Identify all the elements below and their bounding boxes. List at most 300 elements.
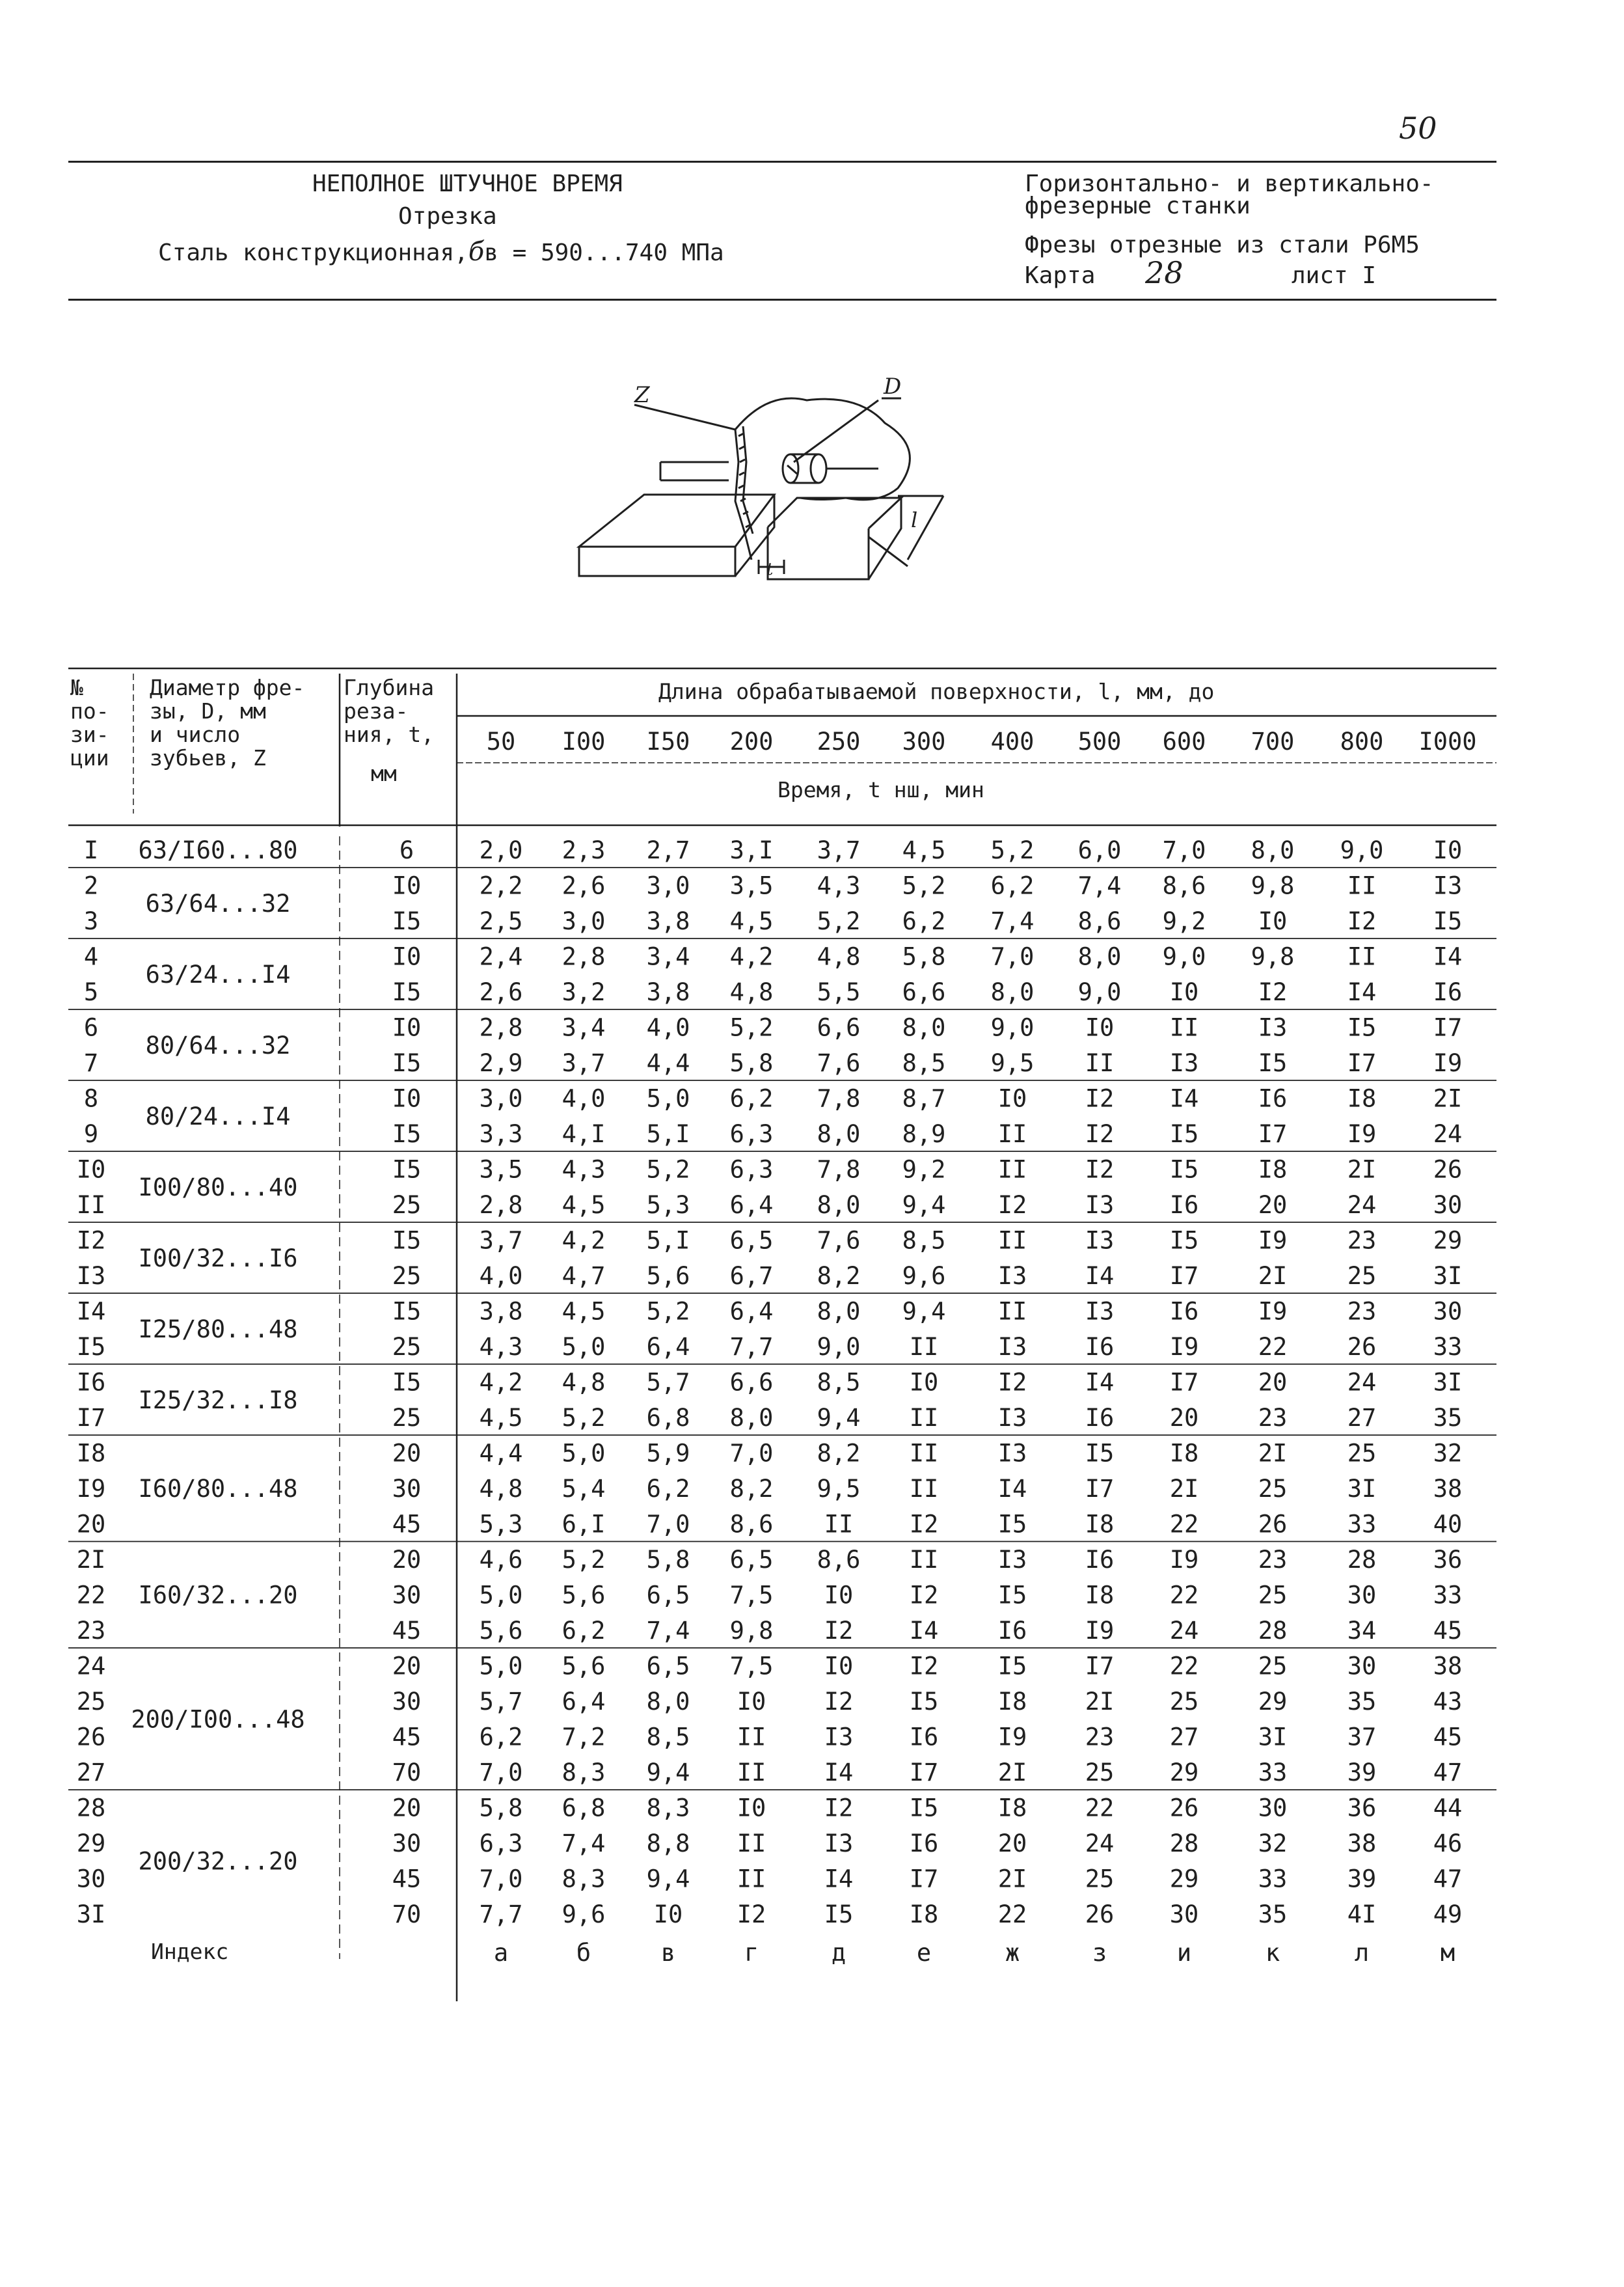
time-value: 37 — [1347, 1723, 1377, 1751]
time-value: I2 — [737, 1900, 766, 1928]
time-value: 26 — [1085, 1900, 1115, 1928]
row-position: I5 — [76, 1333, 106, 1361]
index-letter: а — [493, 1939, 509, 1967]
time-value: 2,8 — [479, 1191, 523, 1219]
time-value: I2 — [1347, 907, 1377, 935]
time-value: 7,5 — [729, 1652, 774, 1680]
time-value: 5,2 — [562, 1546, 606, 1574]
time-value: I8 — [997, 1794, 1027, 1822]
time-value: 9,2 — [902, 1155, 946, 1184]
time-value: 7,8 — [817, 1084, 861, 1113]
time-value: 9,2 — [1162, 907, 1206, 935]
time-value: 5,2 — [646, 1155, 690, 1184]
sheet-number: лист I — [1292, 262, 1377, 289]
index-letter: м — [1440, 1939, 1455, 1967]
time-value: I4 — [1169, 1084, 1199, 1113]
time-value: I5 — [997, 1652, 1027, 1680]
time-value: 3,3 — [479, 1120, 523, 1148]
time-value: I7 — [1169, 1262, 1199, 1290]
length-value: 600 — [1162, 728, 1206, 756]
time-value: 23 — [1085, 1723, 1115, 1751]
time-value: I2 — [824, 1794, 854, 1822]
time-value: 23 — [1347, 1297, 1377, 1326]
time-value: 2,6 — [562, 871, 606, 900]
row-depth: 45 — [392, 1865, 422, 1893]
time-value: 3,8 — [479, 1297, 523, 1326]
time-value: 4,8 — [479, 1475, 523, 1503]
time-value: I3 — [1433, 871, 1463, 900]
time-value: 6,I — [562, 1510, 606, 1539]
row-position: I2 — [76, 1226, 106, 1255]
time-value: 7,0 — [729, 1439, 774, 1468]
length-value: 700 — [1251, 728, 1295, 756]
row-position: 6 — [83, 1013, 99, 1042]
row-depth: 30 — [392, 1581, 422, 1609]
time-value: 22 — [1258, 1333, 1288, 1361]
row-depth: 70 — [392, 1900, 422, 1928]
time-value: 4,5 — [479, 1404, 523, 1432]
time-value: I0 — [737, 1794, 766, 1822]
time-value: 2,3 — [562, 836, 606, 864]
time-value: 36 — [1433, 1546, 1463, 1574]
header-depth-line2: реза- — [344, 698, 409, 724]
time-value: 4,2 — [729, 942, 774, 971]
length-value: I50 — [646, 728, 690, 756]
time-value: 22 — [1169, 1581, 1199, 1609]
time-value: 38 — [1347, 1829, 1377, 1857]
row-depth: 45 — [392, 1723, 422, 1751]
time-value: I2 — [1085, 1120, 1115, 1148]
time-value: 6,6 — [817, 1013, 861, 1042]
time-value: 25 — [1085, 1865, 1115, 1893]
time-value: 7,4 — [1077, 871, 1122, 900]
time-value: 3,I — [729, 836, 774, 864]
time-value: 24 — [1085, 1829, 1115, 1857]
time-value: 28 — [1169, 1829, 1199, 1857]
time-value: 22 — [1085, 1794, 1115, 1822]
time-value: 9,4 — [902, 1191, 946, 1219]
time-value: I8 — [1347, 1084, 1377, 1113]
time-value: 9,4 — [817, 1404, 861, 1432]
time-value: 33 — [1258, 1865, 1288, 1893]
time-value: 5,9 — [646, 1439, 690, 1468]
time-value: 7,8 — [817, 1155, 861, 1184]
time-value: 8,0 — [902, 1013, 946, 1042]
time-value: 9,0 — [817, 1333, 861, 1361]
time-value: 23 — [1258, 1404, 1288, 1432]
time-value: I4 — [909, 1617, 939, 1645]
time-value: 40 — [1433, 1510, 1463, 1539]
time-value: I0 — [1433, 836, 1463, 864]
time-value: 2I — [997, 1759, 1027, 1787]
time-value: 5,2 — [646, 1297, 690, 1326]
time-value: 9,0 — [990, 1013, 1035, 1042]
time-value: 38 — [1433, 1652, 1463, 1680]
time-value: 24 — [1433, 1120, 1463, 1148]
time-value: 9,8 — [1251, 871, 1295, 900]
header-diam-line2: зы, D, мм — [150, 698, 266, 724]
time-value: 4,5 — [562, 1297, 606, 1326]
time-value: 9,5 — [990, 1049, 1035, 1077]
header-length: Длина обрабатываемой поверхности, l, мм, до — [658, 679, 1215, 704]
time-value: 4,0 — [562, 1084, 606, 1113]
time-value: 3,8 — [646, 978, 690, 1006]
time-value: I5 — [1258, 1049, 1288, 1077]
time-value: I3 — [1085, 1191, 1115, 1219]
time-value: 23 — [1258, 1546, 1288, 1574]
time-value: II — [909, 1475, 939, 1503]
card-title: НЕПОЛНОЕ ШТУЧНОЕ ВРЕМЯ — [312, 171, 623, 197]
time-value: I5 — [909, 1688, 939, 1716]
row-position: 25 — [76, 1688, 106, 1716]
time-value: 6,4 — [646, 1333, 690, 1361]
time-value: 6,8 — [562, 1794, 606, 1822]
group-diameter: 63/24...I4 — [145, 960, 291, 989]
page-number: 50 — [1399, 111, 1437, 146]
time-value: 7,4 — [562, 1829, 606, 1857]
time-value: 24 — [1169, 1617, 1199, 1645]
time-value: 7,0 — [479, 1865, 523, 1893]
label-l: l — [911, 508, 918, 532]
time-value: 6,2 — [729, 1084, 774, 1113]
time-value: 8,7 — [902, 1084, 946, 1113]
row-position: II — [76, 1191, 106, 1219]
group-diameter: 80/64...32 — [145, 1031, 291, 1060]
time-value: 9,0 — [1340, 836, 1384, 864]
time-value: I3 — [1169, 1049, 1199, 1077]
row-position: I3 — [76, 1262, 106, 1290]
length-value: I000 — [1418, 728, 1477, 756]
time-value: 3,7 — [817, 836, 861, 864]
group-diameter: 80/24...I4 — [145, 1102, 291, 1130]
time-value: II — [1347, 871, 1377, 900]
time-value: II — [997, 1297, 1027, 1326]
time-value: 2,2 — [479, 871, 523, 900]
length-value: 400 — [990, 728, 1035, 756]
time-value: I7 — [1433, 1013, 1463, 1042]
time-value: 8,6 — [817, 1546, 861, 1574]
group-diameter: 200/I00...48 — [131, 1705, 305, 1734]
row-depth: I0 — [392, 942, 422, 971]
time-value: II — [737, 1759, 766, 1787]
time-value: 6,5 — [646, 1652, 690, 1680]
time-value: 33 — [1433, 1333, 1463, 1361]
time-value: I5 — [1347, 1013, 1377, 1042]
time-value: 4,2 — [562, 1226, 606, 1255]
time-value: 5,8 — [902, 942, 946, 971]
time-value: 6,3 — [729, 1155, 774, 1184]
row-position: 20 — [76, 1510, 106, 1539]
time-value: 20 — [997, 1829, 1027, 1857]
time-value: I2 — [909, 1652, 939, 1680]
index-letter: з — [1092, 1939, 1107, 1967]
time-value: 6,3 — [729, 1120, 774, 1148]
time-value: 6,4 — [729, 1297, 774, 1326]
time-value: II — [1347, 942, 1377, 971]
row-depth: 30 — [392, 1475, 422, 1503]
time-value: 9,8 — [729, 1617, 774, 1645]
time-value: 3,4 — [562, 1013, 606, 1042]
row-depth: I0 — [392, 1013, 422, 1042]
row-position: 2I — [76, 1546, 106, 1574]
time-value: 5,0 — [479, 1652, 523, 1680]
row-depth: 25 — [392, 1404, 422, 1432]
time-value: I8 — [1085, 1581, 1115, 1609]
time-value: 5,I — [646, 1226, 690, 1255]
time-value: I0 — [653, 1900, 683, 1928]
time-value: 20 — [1258, 1191, 1288, 1219]
time-value: 3,5 — [729, 871, 774, 900]
group-diameter: I60/32...20 — [138, 1581, 298, 1609]
group-diameter: 200/32...20 — [138, 1847, 298, 1876]
time-value: 5,8 — [729, 1049, 774, 1077]
time-value: 6,2 — [902, 907, 946, 935]
time-value: 7,6 — [817, 1226, 861, 1255]
time-value: 3I — [1433, 1262, 1463, 1290]
time-value: 4,5 — [729, 907, 774, 935]
time-value: 5,3 — [646, 1191, 690, 1219]
row-depth: 25 — [392, 1191, 422, 1219]
time-value: 20 — [1258, 1368, 1288, 1397]
time-value: 5,5 — [817, 978, 861, 1006]
time-value: I5 — [1433, 907, 1463, 935]
time-value: 8,3 — [562, 1865, 606, 1893]
time-value: 25 — [1347, 1262, 1377, 1290]
time-value: 30 — [1169, 1900, 1199, 1928]
time-value: 8,0 — [1251, 836, 1295, 864]
time-value: I7 — [1258, 1120, 1288, 1148]
time-value: 5,8 — [479, 1794, 523, 1822]
time-value: 25 — [1169, 1688, 1199, 1716]
time-value: 25 — [1347, 1439, 1377, 1468]
time-value: 4,5 — [562, 1191, 606, 1219]
time-value: 6,2 — [990, 871, 1035, 900]
time-value: II — [737, 1865, 766, 1893]
time-value: 43 — [1433, 1688, 1463, 1716]
card-number: 28 — [1145, 255, 1184, 290]
time-value: 9,0 — [1162, 942, 1206, 971]
time-value: I2 — [909, 1581, 939, 1609]
time-value: 7,4 — [646, 1617, 690, 1645]
time-value: I6 — [1085, 1404, 1115, 1432]
time-value: 3,0 — [646, 871, 690, 900]
time-value: I3 — [997, 1333, 1027, 1361]
index-letter: ж — [1005, 1939, 1020, 1967]
header-pos-line2: по- — [70, 698, 109, 724]
group-diameter: 63/I60...80 — [138, 836, 298, 864]
time-value: 29 — [1433, 1226, 1463, 1255]
time-value: 26 — [1433, 1155, 1463, 1184]
time-value: I0 — [909, 1368, 939, 1397]
time-value: 22 — [997, 1900, 1027, 1928]
time-value: I8 — [997, 1688, 1027, 1716]
time-value: 33 — [1433, 1581, 1463, 1609]
time-value: 27 — [1347, 1404, 1377, 1432]
time-value: 44 — [1433, 1794, 1463, 1822]
time-value: 5,6 — [646, 1262, 690, 1290]
time-value: 4,7 — [562, 1262, 606, 1290]
time-value: 3,5 — [479, 1155, 523, 1184]
time-value: II — [737, 1829, 766, 1857]
time-value: 39 — [1347, 1865, 1377, 1893]
time-value: I6 — [909, 1723, 939, 1751]
time-value: 3,7 — [562, 1049, 606, 1077]
time-value: I8 — [1169, 1439, 1199, 1468]
time-value: 4,6 — [479, 1546, 523, 1574]
time-value: 6,6 — [729, 1368, 774, 1397]
time-value: I9 — [1169, 1546, 1199, 1574]
time-value: 2I — [997, 1865, 1027, 1893]
time-value: 28 — [1258, 1617, 1288, 1645]
time-value: I3 — [997, 1404, 1027, 1432]
length-value: 50 — [486, 728, 516, 756]
time-value: 6,5 — [646, 1581, 690, 1609]
time-value: 6,4 — [562, 1688, 606, 1716]
header-pos-line1: № — [70, 675, 83, 700]
time-value: 5,0 — [646, 1084, 690, 1113]
time-value: 6,2 — [646, 1475, 690, 1503]
time-value: 2,9 — [479, 1049, 523, 1077]
time-value: 3,4 — [646, 942, 690, 971]
time-value: 2,7 — [646, 836, 690, 864]
time-value: 4,3 — [817, 871, 861, 900]
row-position: I6 — [76, 1368, 106, 1397]
row-position: I8 — [76, 1439, 106, 1468]
time-value: II — [997, 1226, 1027, 1255]
time-value: 45 — [1433, 1723, 1463, 1751]
label-d: D — [884, 374, 902, 400]
time-value: 2,4 — [479, 942, 523, 971]
header-diam-line3: и число — [150, 722, 241, 747]
time-value: 5,6 — [479, 1617, 523, 1645]
time-value: 8,5 — [902, 1049, 946, 1077]
time-value: 4,3 — [479, 1333, 523, 1361]
time-value: 2I — [1258, 1262, 1288, 1290]
time-value: 29 — [1258, 1688, 1288, 1716]
time-value: I4 — [1433, 942, 1463, 971]
time-value: 8,6 — [729, 1510, 774, 1539]
time-value: 6,5 — [729, 1226, 774, 1255]
time-value: 3I — [1258, 1723, 1288, 1751]
time-value: 4,I — [562, 1120, 606, 1148]
time-value: 8,3 — [646, 1794, 690, 1822]
time-value: 8,2 — [729, 1475, 774, 1503]
group-diameter: I25/32...I8 — [138, 1386, 298, 1414]
length-value: 800 — [1340, 728, 1384, 756]
length-value: I00 — [562, 728, 606, 756]
time-value: 2,6 — [479, 978, 523, 1006]
time-value: I8 — [909, 1900, 939, 1928]
time-value: I4 — [1085, 1368, 1115, 1397]
row-position: 9 — [83, 1120, 99, 1148]
row-depth: 20 — [392, 1546, 422, 1574]
time-value: 5,4 — [562, 1475, 606, 1503]
index-letter: е — [916, 1939, 932, 1967]
time-value: 30 — [1347, 1581, 1377, 1609]
time-value: 8,3 — [562, 1759, 606, 1787]
time-value: 47 — [1433, 1865, 1463, 1893]
group-diameter: I25/80...48 — [138, 1315, 298, 1343]
time-value: 4,8 — [562, 1368, 606, 1397]
time-value: I2 — [909, 1510, 939, 1539]
time-value: I7 — [1085, 1475, 1115, 1503]
header-depth-line3: ния, t, — [344, 722, 435, 747]
row-depth: I5 — [392, 1297, 422, 1326]
time-value: 5,0 — [562, 1439, 606, 1468]
time-value: I7 — [1347, 1049, 1377, 1077]
time-value: 4,8 — [817, 942, 861, 971]
length-value: 300 — [902, 728, 946, 756]
row-depth: 70 — [392, 1759, 422, 1787]
time-value: 2,5 — [479, 907, 523, 935]
time-value: I6 — [1433, 978, 1463, 1006]
row-depth: 30 — [392, 1829, 422, 1857]
tool-description: Фрезы отрезные из стали Р6М5 — [1025, 232, 1420, 258]
time-value: 9,6 — [902, 1262, 946, 1290]
time-value: II — [909, 1404, 939, 1432]
time-value: I5 — [997, 1510, 1027, 1539]
row-position: 30 — [76, 1865, 106, 1893]
time-value: 30 — [1433, 1297, 1463, 1326]
time-value: 6,5 — [729, 1546, 774, 1574]
time-value: I6 — [997, 1617, 1027, 1645]
length-value: 250 — [817, 728, 861, 756]
time-value: 49 — [1433, 1900, 1463, 1928]
time-value: 35 — [1258, 1900, 1288, 1928]
time-value: 5,7 — [479, 1688, 523, 1716]
time-value: 9,5 — [817, 1475, 861, 1503]
time-value: 7,7 — [729, 1333, 774, 1361]
time-value: I5 — [909, 1794, 939, 1822]
time-value: 3,0 — [562, 907, 606, 935]
machines-line-1: Горизонтально- и вертикально- — [1025, 171, 1434, 197]
row-position: I0 — [76, 1155, 106, 1184]
time-value: I9 — [1085, 1617, 1115, 1645]
time-value: I3 — [997, 1546, 1027, 1574]
time-value: 27 — [1169, 1723, 1199, 1751]
row-position: 27 — [76, 1759, 106, 1787]
row-position: 26 — [76, 1723, 106, 1751]
material-name: Сталь конструкционная, — [158, 240, 468, 266]
time-value: 2I — [1258, 1439, 1288, 1468]
time-value: I4 — [997, 1475, 1027, 1503]
time-value: 47 — [1433, 1759, 1463, 1787]
row-depth: 20 — [392, 1439, 422, 1468]
row-depth: I5 — [392, 1155, 422, 1184]
group-diameter: I60/80...48 — [138, 1475, 298, 1503]
time-value: I8 — [1258, 1155, 1288, 1184]
time-value: 3,2 — [562, 978, 606, 1006]
time-value: I0 — [1258, 907, 1288, 935]
time-value: 4,5 — [902, 836, 946, 864]
time-value: 7,5 — [729, 1581, 774, 1609]
time-value: 8,0 — [817, 1120, 861, 1148]
time-value: I5 — [997, 1581, 1027, 1609]
row-depth: 25 — [392, 1333, 422, 1361]
time-value: I0 — [1169, 978, 1199, 1006]
time-value: 2I — [1347, 1155, 1377, 1184]
time-value: 7,7 — [479, 1900, 523, 1928]
row-depth: 45 — [392, 1510, 422, 1539]
row-depth: I0 — [392, 1084, 422, 1113]
time-value: I9 — [1169, 1333, 1199, 1361]
row-depth: I5 — [392, 1049, 422, 1077]
time-value: I2 — [1258, 978, 1288, 1006]
time-value: 9,0 — [1077, 978, 1122, 1006]
time-value: 32 — [1433, 1439, 1463, 1468]
time-value: 22 — [1169, 1510, 1199, 1539]
time-value: 32 — [1258, 1829, 1288, 1857]
